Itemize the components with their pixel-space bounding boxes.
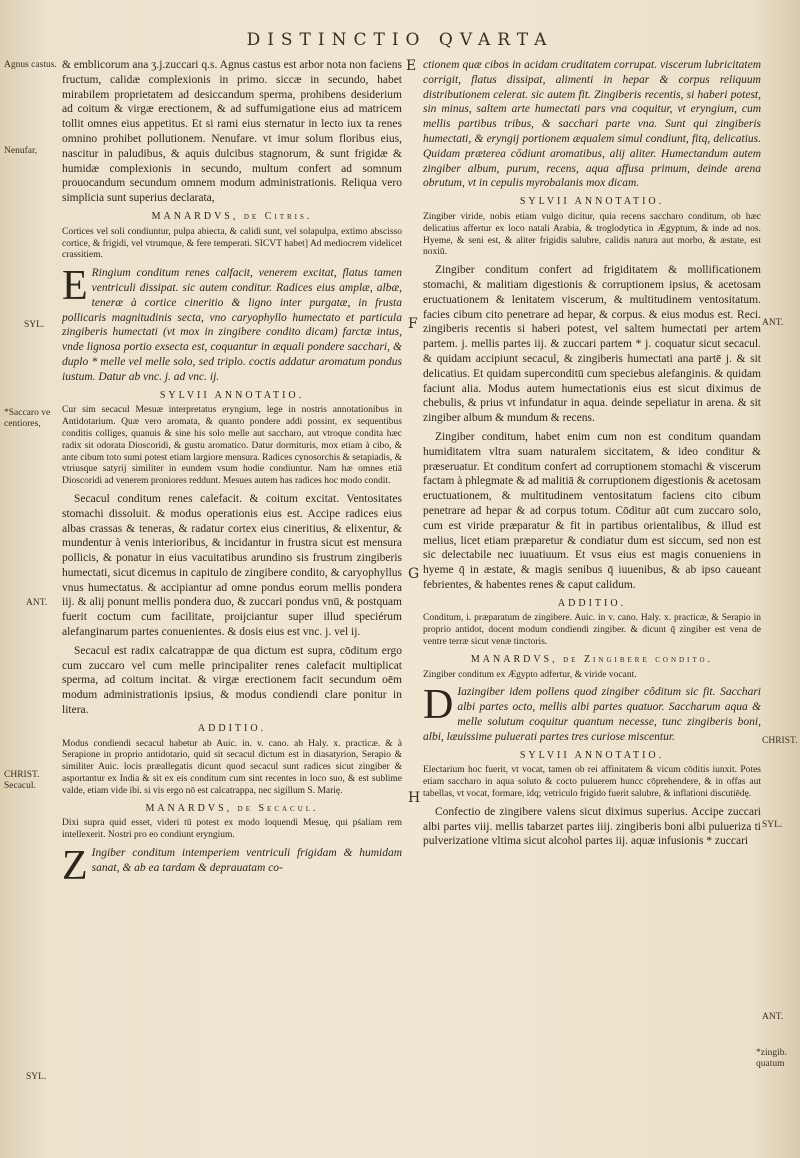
dropcap-d: D <box>423 682 454 729</box>
right-para-3: Zingiber conditum confert ad frigiditatem & mollificationem stomachi, & malitiam digestionis & corruptionem ipsius, & acetosam eructuationem & lenitatem viscerum, & multitudinem ventositatum. facies cibum cito penetrare ad hepar, & corpus. & eius modus est. Reci. zingiberis recentis si haberi potest, vel saltem humectati per artem partem. j. mellis partes iij. & zuccari partem * j. coquatur sicut secacul. & quidam accipiunt secacul, & zingiberis humectati ana partē j. & sit delicatius. Et quidam superconditū cum speciebus alefanginis. & quidam faciunt alia. Modus autem humectationis eius est sicut diximus de chebulis, & prius vt infundatur in aqua. deinde sepeliatur in arena. & sit zingiber album & mundum & recens. <box>423 264 761 425</box>
section-letter-g: G <box>408 566 420 582</box>
dropcap-e: E <box>62 263 88 310</box>
margin-note-christ-secacul: CHRIST. Secacul. <box>4 770 40 791</box>
margin-note-syl-right: SYL. <box>762 820 783 830</box>
margin-note-christ-right: CHRIST. <box>762 736 798 746</box>
margin-note-agnus-castus: Agnus castus. <box>4 60 57 70</box>
page-header: DISTINCTIO QVARTA <box>246 30 554 50</box>
margin-note-ant-1: ANT. <box>26 598 48 608</box>
margin-note-zingib: *zingib. quatum <box>756 1048 787 1069</box>
right-para-6: Zingiber conditum ex Ægypto adfertur, & viride vocant. <box>423 669 637 680</box>
left-para-2: Cortices vel soli condiuntur, pulpa abiecta, & calidi sunt, vel solapulpa, extimo abscisso cortice, & frigidi, vel vtrumque, & fere temperati. SICVT habet] Ad mediocrem videlicet crassitiem. <box>62 226 402 261</box>
right-para-2: Zingiber viride, nobis etiam vulgo dicitur, quia recens saccharo conditum, ob hæc delicatius affertur ex loco natali Arabia, & troglodytica in Ægyptum, & inde ad nos. Hyeme, & seni est, & aliter frigidis salubre, calidis natura aut morbo, & æstate, est noxiū. <box>423 211 761 258</box>
left-section-sylvii-1: SYLVII ANNOTATIO. <box>159 389 305 401</box>
left-dropcap-block-1 <box>62 263 402 384</box>
margin-note-ant-right-1: ANT. <box>762 318 784 328</box>
left-para-1: & emblicorum ana ʒ.j.zuccari q.s. Agnus castus est arbor nota non faciens fructum, calidæ complexionis in primo. siccæ in secundo, habet mirabilem proprietatem ad desiccandum sperma, prohibens desiderium ad coitum & virgæ erectionem, & ad suffumigatione eius ad matricem tollit omnes eius appetitus. Et si rami eius sternatur in lecto iux ta renes omnino prohibet pollutionem. Nenufare. vt imur solum floribus eius, nascitur in paludibus, & aquis dulcibus stagnorum, & sunt frigidæ & humidæ complexionis in secundo, multum confert ad somnum prouocandum secundum omnem modum administrationis. Reliqua vero simplicia sunt superius declarata, <box>62 59 402 205</box>
right-section-manardus: MANARDVS, de Zingibere condito. <box>470 653 714 665</box>
left-para-7: Modus condiendi secacul habetur ab Auic. in. v. cano. ab Haly. x. practicæ. & à Serapione in proprio antidotario, quid sit secacul dictum est in diasatyrion, Serapio & similiter Auic. locis præallegatis dicunt quod secacul sunt radices sicut zingiber & asportantur ex India & sit ex eis conditum cum sint recentes in loco suo, & est sublime valde, etiam vide ibi. si vis ergo nō est calcatrappa, nec sigillum S. Marię. <box>62 738 402 796</box>
right-section-sylvii-2: SYLVII ANNOTATIO. <box>519 749 665 761</box>
right-section-sylvii-1: SYLVII ANNOTATIO. <box>519 196 665 208</box>
margin-note-syl-1: SYL. <box>24 320 45 330</box>
left-section-additio: ADDITIO. <box>197 722 267 734</box>
left-para-4: Cur sim secacul Mesuæ interpretatus eryngium, lege in nostris annotationibus in Antidotarium. Quæ vero aromata, & quanto pondere addi possint, ex sequentibus conditis colliges, quanuis & sine his solo melle aut saccharo, aut vtroque condita hæc radix sit odorata Dioscoridi, & gustu aromatico. Datur dormituris, mox etiam à cibo, & ante cibum toto sumi potest etiam largiore mensura. Radices cynosorchis & setapiadis, & vtriusque satyrij similiter in eundem vsum hodie condiuntur. Nam hæ omnes etiā Dioscoridi ad venerem proniores reddunt. Mesues autem has radices hoc modo condit. <box>62 405 402 487</box>
right-para-8: Electarium hoc fuerit, vt vocat, tamen ob rei affinitatem & vicum cōditis iunxit. Potes etiam saccharo in aqua soluto & cocto puluerem huncc cōprehendere, & in offas aut tabellas, vt vocat, formare, idq; vetriculo frigido fuerit salubre, & inflationi discutiēdę. <box>423 765 761 800</box>
dropcap-z: Z <box>62 843 88 890</box>
right-para-1: ctionem quæ cibos in acidam cruditatem corrupat. viscerum lubricitatem corrigit, flatus dissipat, alimenti in hepar & corpus reliquum distributionem celerat. sic autem fit. Zingiberis recentis, si haberi potest, sin minus, saltem arte humectati pars vna coquitur, vt eryngium, cum mellis partibus tribus, & sacchari parte vna. Sunt qui zingiberis humectati, & eryngij portionem æqualem simul condiunt, fitq, delicatius. Quidam præterea cōdiunt aromatibus, alij aliter. Humectandum autem zingiber album, purum, recens, aqua affusa primum, deinde arena obrutum, vt in cepulis myrobalanis mox dicam. <box>423 59 761 190</box>
left-para-9: Ingiber conditum intemperiem ventriculi frigidam & humidam sanat, & ab ea tardam & deprauatam co- <box>91 847 402 874</box>
margin-note-syl-2: SYL. <box>26 1072 47 1082</box>
right-column <box>423 58 761 853</box>
left-para-5: Secacul conditum renes calefacit. & coitum excitat. Ventositates stomachi dissoluit. & modus operationis eius est. Accipe radices eius albas crassas & teneras, & radatur cortex eius cineritius, & elixentur, & mundentur à venis interioribus, & incidantur in frustra sicut est mensura pollicis, & ponatur in eius vacuitatibus arundino sis frustrum zingiberis humectati, sicut dicemus in capitulo de zingibere condito, & caryophyllus vnus humectatus. & accipiantur ad omne pondus eorum mellis pondera iij. & alij ponunt mellis pondera duo, & zuccari pondus vnū, & postquam fuerit coctum cum facilitate, proijciantur super illud speciérum alefanginarum partes conuenientes. & dosis eius est vnc. j. vel ij. <box>62 492 402 639</box>
right-para-9: Confectio de zingibere valens sicut diximus superius. Accipe zuccari albi partes viij. mellis tabarzet partes iiij. zingiberis boni albi pulueriza ti pulverizatione vltima sicut alcohol partes iij. aquæ infusionis * zuccari <box>423 805 761 848</box>
margin-note-saccaro: *Saccaro ve centiores, <box>4 408 51 429</box>
right-dropcap-block <box>423 682 761 744</box>
left-dropcap-block-2 <box>62 843 402 890</box>
left-para-6: Secacul est radix calcatrappæ de qua dictum est supra, cōditum ergo cum zuccaro vel cum melle principaliter renes calefacit multiplicat sperma, ad coitum incitat. & virgæ erectionem facit secundum oēm modum administrationis ipsius, & modus condiendi clare ponitur in litera. <box>62 644 402 717</box>
left-para-3: Ringium conditum renes calfacit, venerem excitat, flatus tamen ventriculi dissipat. sic autem conditur. Radices eius amplæ, albæ, teneræ à cortice cineritio & ligno inter purgatæ, in frusta pollicaris magnitudinis secta, vno caryophyllo humectato et particula zingiberis humectati (vt mox in zingibere condito dicam) farctæ intus, vnde lignosa portio exsecta est, coquantur in æquali pondere sacchari, & duplo * melle vel melle solo, sed triplo. coctis addatur aromatum pondus iustum. Datur ab vnc. j. ad vnc. ij. <box>62 267 402 383</box>
left-para-8: Dixi supra quid esset, videri tū potest ex modo loquendi Mesuę, qui pśaliam rem intellexerit. Nostri pro eo condiunt eryngium. <box>62 818 402 841</box>
left-section-manardus-2: MANARDVS, de Secacul. <box>145 802 319 814</box>
section-letter-e: E <box>406 58 417 74</box>
right-section-additio: ADDITIO. <box>557 597 627 609</box>
left-column <box>62 58 402 890</box>
margin-note-nenufar: Nenufar, <box>4 146 38 156</box>
left-section-manardus-1: MANARDVS, de Citris. <box>151 210 313 222</box>
section-letter-f: F <box>408 316 418 332</box>
right-para-7: Iazingiber idem pollens quod zingiber côditum sic fit. Sacchari albi partes octo, mellis albi partes quatuor. Saccharum aqua & melle solutum coquitur quantum necesse, tunc zingiberis boni, albi, læuissime puluerati partes tres curiose miscentur. <box>423 686 761 743</box>
right-para-4: Zingiber conditum, habet enim cum non est conditum quandam humiditatem vltra suam naturalem siccitatem, & ideo conditur & præseruatur. Et conditum confert ad corruptionem stomachi & viscerum factam à phlegmate & ad malitiā & corruptionem digestionis & acetosam eructuationem, & multitudinem ventositatum faciens cito cibum penetrare ad hepar & ad corpus totum. Cōditur aūt cum zuccaro solo, cum est viride præparatur & fit in partibus orientalibus, & illud est melius, licet etiam præparetur & condiatur dum est siccum, sed non est sic delectabile nec iuuatiuum. Et vsus eius est magis conueniens in hyeme q̄ in æstate, & magis senibus q̄ iuuenibus, & ab ipso caueant febrientes, & habentes renes & caput calidum. <box>423 430 761 591</box>
section-letter-h: H <box>408 790 421 806</box>
margin-note-ant-right-2: ANT. <box>762 1012 784 1022</box>
right-para-5: Conditum, i. præparatum de zingibere. Auic. in v. cano. Haly. x. practicæ, & Serapio in proprio antidot, docent modum condiendi zingiber. & dicunt q̄ zingiber est vena de ventre terræ sicut venæ tinctoris. <box>423 613 761 648</box>
